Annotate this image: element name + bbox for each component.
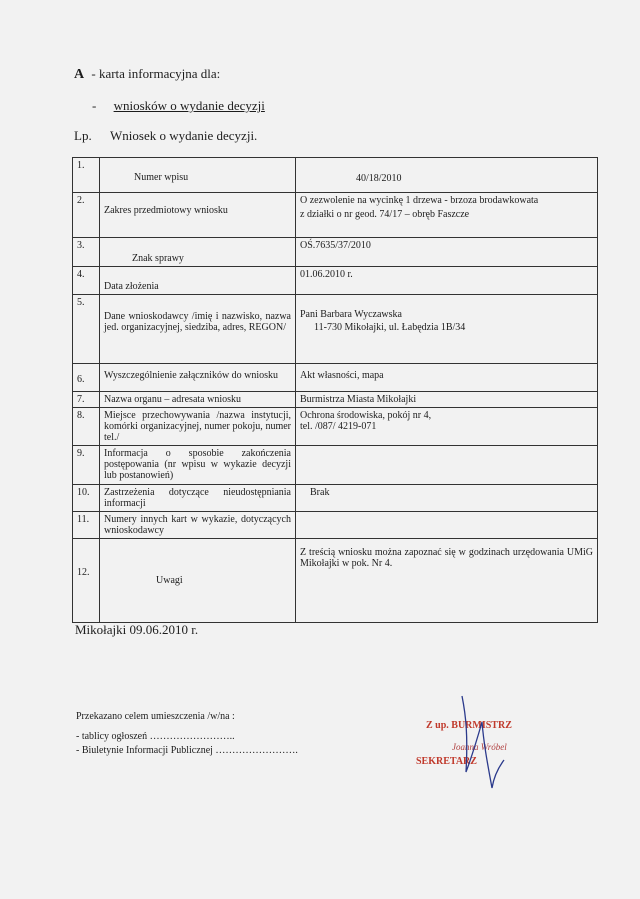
- row-label: Miejsce przechowywania /nazwa instytucji, komórki organizacyjnej, numer pokoju, numer tel./: [100, 408, 296, 446]
- row-number: 9.: [73, 446, 100, 485]
- row-label: Zastrzeżenia dotyczące nieudostępniania informacji: [100, 485, 296, 512]
- row-number: 1.: [73, 158, 100, 193]
- row-value-text-2: 11-730 Mikołajki, ul. Łabędzia 1B/34: [314, 322, 466, 333]
- row-label: [100, 158, 296, 193]
- row-value: [296, 295, 598, 364]
- row-value-text: 01.06.2010 r.: [300, 269, 353, 280]
- row-label-text: Numer wpisu: [134, 172, 189, 183]
- row-value: [296, 238, 598, 267]
- subtitle-text: wniosków o wydanie decyzji: [113, 98, 265, 113]
- row-number: 5.: [73, 295, 100, 364]
- form-subtitle: [92, 98, 265, 114]
- row-value: [296, 364, 598, 392]
- table-row: [73, 539, 598, 623]
- table-row: [73, 408, 598, 446]
- table-row: [73, 512, 598, 539]
- row-value-text: Pani Barbara Wyczawska: [300, 309, 402, 320]
- bullet-dash: -: [92, 98, 97, 113]
- row-label: [100, 539, 296, 623]
- table-row: [73, 392, 598, 408]
- row-label: [100, 267, 296, 295]
- row-number: 2.: [73, 193, 100, 238]
- row-value-text: OŚ.7635/37/2010: [300, 240, 371, 251]
- row-label: Informacja o sposobie zakończenia postępowania (nr wpisu w wykazie decyzji lub postanowień): [100, 446, 296, 485]
- lp-label: Lp.: [74, 128, 92, 143]
- row-value-text: Z treścią wniosku można zapoznać się w godzinach urzędowania UMiG Mikołajki w pok. Nr 4.: [300, 547, 593, 569]
- info-table: [72, 157, 598, 623]
- stamp-line1: Z up. BURMISTRZ: [426, 720, 512, 731]
- row-number: [73, 539, 100, 623]
- row-value-text-2: z działki o nr geod. 74/17 – obręb Faszcze: [300, 209, 470, 220]
- row-value-text: Ochrona środowiska, pokój nr 4,: [300, 410, 432, 421]
- row-value: [296, 485, 598, 512]
- form-title: [74, 66, 220, 83]
- row-number-text: 12.: [77, 567, 90, 578]
- footer-line: Przekazano celem umieszczenia /w/na :: [76, 711, 235, 722]
- row-value: [296, 512, 598, 539]
- table-row: [73, 267, 598, 295]
- row-number: 3.: [73, 238, 100, 267]
- table-row: [73, 193, 598, 238]
- row-label-text: Znak sprawy: [132, 253, 184, 264]
- row-label: [100, 193, 296, 238]
- row-number-text: 6.: [77, 374, 85, 385]
- row-number: [73, 364, 100, 392]
- signature-svg: [408, 676, 548, 796]
- stamp-line3: SEKRETARZ: [416, 756, 477, 767]
- place-date: Mikołajki 09.06.2010 r.: [75, 622, 199, 637]
- form-title-text: - karta informacyjna dla:: [91, 66, 221, 81]
- row-value: [296, 158, 598, 193]
- row-value: [296, 539, 598, 623]
- row-value: [296, 408, 598, 446]
- row-value: [296, 193, 598, 238]
- row-value-text: Akt własności, mapa: [300, 370, 384, 381]
- row-value-text: O zezwolenie na wycinkę 1 drzewa - brzoza brodawkowata: [300, 195, 539, 206]
- table-row: [73, 485, 598, 512]
- lp-line: [74, 128, 257, 144]
- row-value-text-2: tel. /087/ 4219-071: [300, 421, 377, 432]
- row-number: 10.: [73, 485, 100, 512]
- table-row: [73, 158, 598, 193]
- row-label: [100, 238, 296, 267]
- form-letter: A: [74, 67, 85, 82]
- footer-line: - Biuletynie Informacji Publicznej …………………….: [76, 745, 298, 756]
- footer-line: - tablicy ogłoszeń ……………………..: [76, 731, 235, 742]
- row-label: Numery innych kart w wykazie, dotyczących wnioskodawcy: [100, 512, 296, 539]
- row-label-text: Data złożenia: [104, 281, 159, 292]
- row-label-text: Dane wnioskodawcy /imię i nazwisko, nazwa jed. organizacyjnej, siedziba, adres, REGON/: [104, 311, 291, 333]
- row-label-text: Wyszczególnienie załączników do wniosku: [104, 370, 279, 381]
- row-value: [296, 446, 598, 485]
- row-value: [296, 267, 598, 295]
- row-label: Nazwa organu – adresata wniosku: [100, 392, 296, 408]
- row-label-text: Zakres przedmiotowy wniosku: [104, 205, 228, 216]
- row-number: 8.: [73, 408, 100, 446]
- row-value-text: Brak: [310, 487, 330, 498]
- row-number: 4.: [73, 267, 100, 295]
- row-label: [100, 364, 296, 392]
- row-value: Burmistrza Miasta Mikołajki: [296, 392, 598, 408]
- row-number: 11.: [73, 512, 100, 539]
- table-row: [73, 238, 598, 267]
- table-row: [73, 364, 598, 392]
- signature-stamp: [408, 676, 548, 796]
- row-number: 7.: [73, 392, 100, 408]
- table-row: [73, 446, 598, 485]
- row-label-text: Uwagi: [156, 575, 183, 586]
- stamp-line2: Joanna Wróbel: [452, 742, 507, 752]
- row-value-text: 40/18/2010: [356, 173, 402, 184]
- lp-title: Wniosek o wydanie decyzji.: [110, 128, 258, 143]
- table-row: [73, 295, 598, 364]
- row-label: [100, 295, 296, 364]
